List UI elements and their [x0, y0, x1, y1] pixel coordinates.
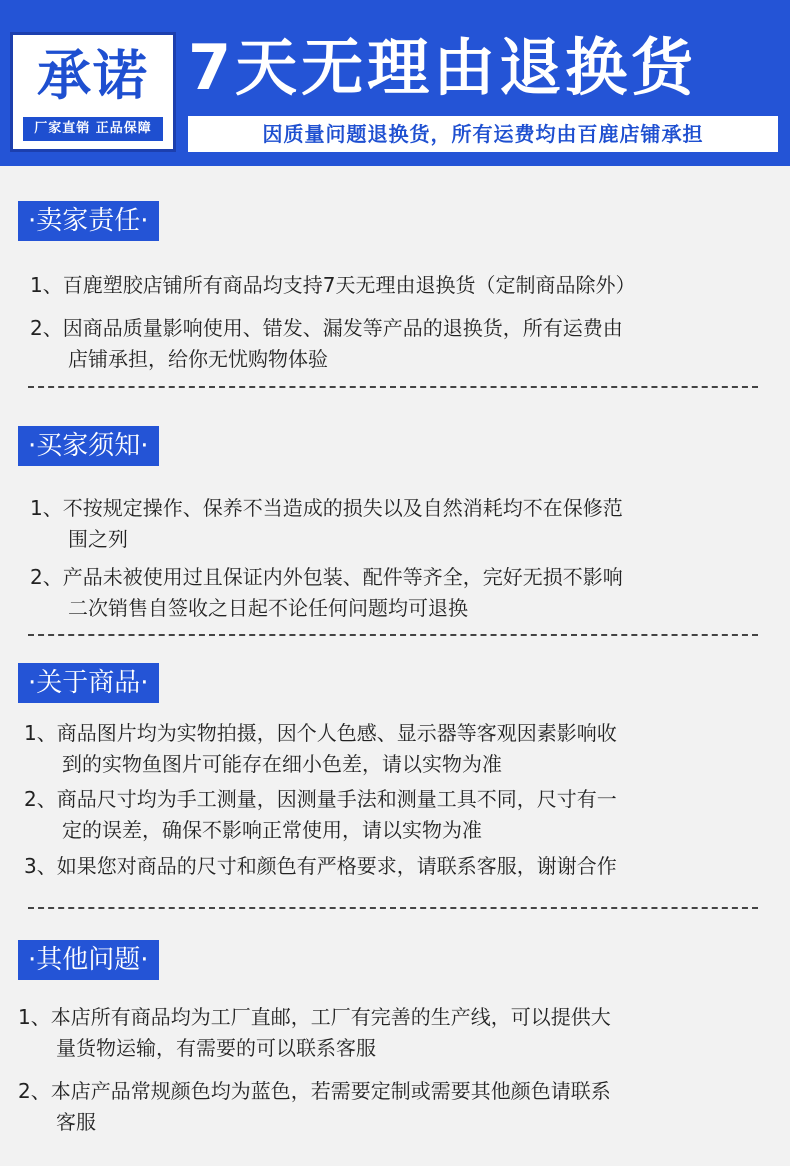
divider	[28, 907, 758, 909]
list-item-continuation: 定的误差，确保不影响正常使用，请以实物为准	[62, 818, 482, 842]
list-item	[30, 562, 770, 593]
list-item-continuation: 客服	[56, 1110, 96, 1134]
list-item-continuation: 二次销售自签收之日起不论任何问题均可退换	[68, 596, 468, 620]
list-item	[30, 493, 770, 524]
pledge-badge	[10, 32, 176, 152]
item-text: 本店产品常规颜色均为蓝色，若需要定制或需要其他颜色请联系	[50, 1079, 611, 1103]
item-number: 1、	[30, 273, 63, 297]
item-number: 1、	[18, 1005, 51, 1029]
list-item	[24, 851, 764, 882]
item-text: 不按规定操作、保养不当造成的损失以及自然消耗均不在保修范	[62, 496, 623, 520]
item-number: 1、	[24, 721, 57, 745]
item-text: 商品尺寸均为手工测量，因测量手法和测量工具不同，尺寸有一	[56, 787, 617, 811]
pledge-subtitle: 厂家直销 正品保障	[23, 117, 163, 141]
item-number: 2、	[18, 1079, 51, 1103]
item-text: 产品未被使用过且保证内外包装、配件等齐全，完好无损不影响	[62, 565, 623, 589]
item-text: 如果您对商品的尺寸和颜色有严格要求，请联系客服，谢谢合作	[56, 854, 617, 878]
item-text: 商品图片均为实物拍摄，因个人色感、显示器等客观因素影响收	[56, 721, 617, 745]
list-item-continuation: 店铺承担，给你无忧购物体验	[68, 347, 328, 371]
divider	[28, 386, 758, 388]
section-title-other: ·其他问题·	[18, 940, 159, 980]
list-item-continuation: 到的实物鱼图片可能存在细小色差，请以实物为准	[62, 752, 502, 776]
list-item	[24, 784, 764, 815]
item-text: 百鹿塑胶店铺所有商品均支持7天无理由退换货（定制商品除外）	[62, 273, 636, 297]
item-text: 本店所有商品均为工厂直邮，工厂有完善的生产线，可以提供大	[50, 1005, 611, 1029]
list-item-continuation: 围之列	[68, 527, 128, 551]
subline: 因质量问题退换货，所有运费均由百鹿店铺承担	[262, 122, 704, 146]
item-number: 1、	[30, 496, 63, 520]
list-item	[24, 718, 764, 749]
divider	[28, 634, 758, 636]
list-item	[18, 1076, 758, 1107]
list-item	[30, 313, 770, 344]
section-title-product: ·关于商品·	[18, 663, 159, 703]
headline: 7天无理由退换货	[188, 31, 698, 104]
header-banner	[0, 0, 790, 166]
item-number: 2、	[30, 316, 63, 340]
section-title-buyer: ·买家须知·	[18, 426, 159, 466]
item-number: 3、	[24, 854, 57, 878]
item-number: 2、	[30, 565, 63, 589]
list-item	[30, 270, 770, 301]
section-title-seller: ·卖家责任·	[18, 201, 159, 241]
pledge-title: 承诺	[37, 44, 149, 107]
item-number: 2、	[24, 787, 57, 811]
item-text: 因商品质量影响使用、错发、漏发等产品的退换货，所有运费由	[62, 316, 623, 340]
subline-box	[188, 116, 778, 152]
list-item-continuation: 量货物运输，有需要的可以联系客服	[56, 1036, 376, 1060]
list-item	[18, 1002, 758, 1033]
